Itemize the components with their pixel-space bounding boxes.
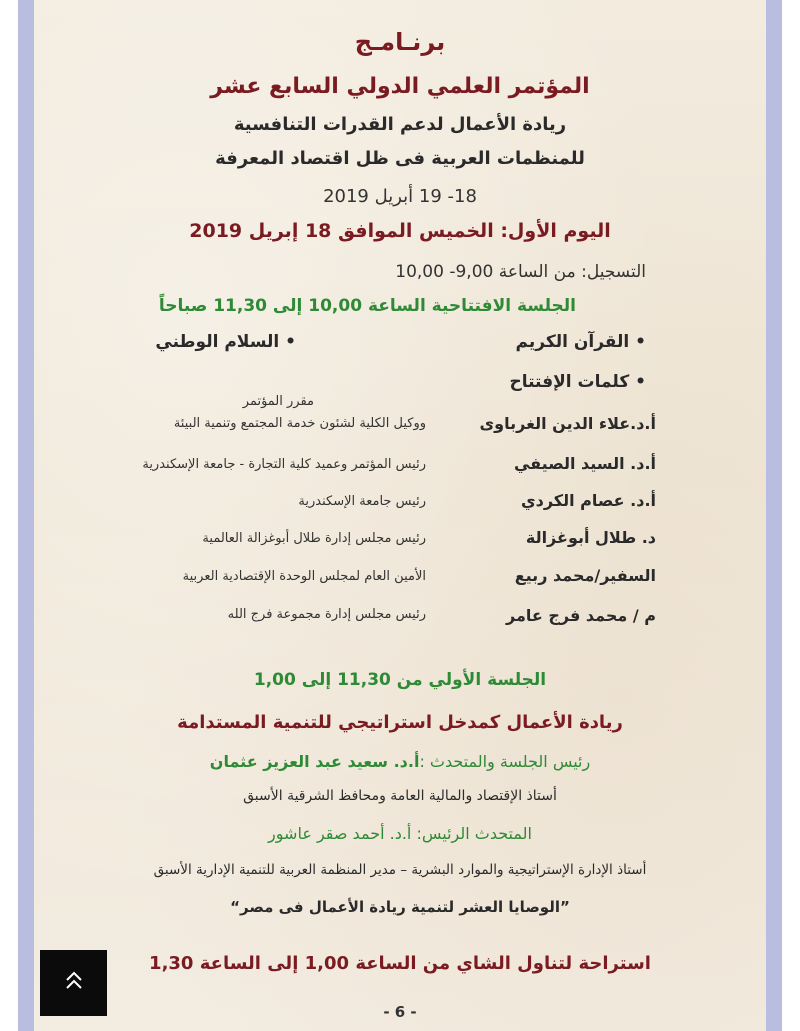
program-heading: برنـامـج <box>354 28 446 56</box>
speaker-role: رئيس المؤتمر وعميد كلية التجارة - جامعة الإسكندرية <box>142 457 426 472</box>
speaker-role: رئيس مجلس إدارة مجموعة فرج الله <box>227 607 426 622</box>
speaker-role: رئيس مجلس إدارة طلال أبوغزالة العالمية <box>202 531 426 546</box>
agenda-item-opening-words: • كلمات الإفتتاح <box>509 372 646 392</box>
page-number: - 6 - <box>383 1003 417 1021</box>
conference-theme-line2: للمنظمات العربية فى ظل اقتصاد المعرفة <box>215 148 585 169</box>
speaker-name: أ.د.علاء الدين الغرباوى <box>479 414 656 433</box>
session1-chair <box>34 752 766 771</box>
conference-dates: 18- 19 أبريل 2019 <box>323 186 477 207</box>
conference-theme-line1: ريادة الأعمال لدعم القدرات التنافسية <box>233 114 567 135</box>
session1-speaker-name: أ.د. أحمد صقر عاشور <box>268 824 412 843</box>
session1-speaker <box>34 824 766 843</box>
conference-title: المؤتمر العلمي الدولي السابع عشر <box>210 74 590 99</box>
speaker-role: رئيس جامعة الإسكندرية <box>298 494 426 509</box>
chevron-double-up-icon <box>64 970 84 996</box>
session1-speaker-role: أستاذ الإدارة الإستراتيجية والموارد البشرية – مدير المنظمة العربية للتنمية الإدارية الأسبق <box>153 862 647 878</box>
speaker-role: ووكيل الكلية لشئون خدمة المجتمع وتنمية البيئة <box>173 416 426 431</box>
session1-chair-label: رئيس الجلسة والمتحدث : <box>419 752 591 771</box>
speaker-role-line1: مقرر المؤتمر <box>242 394 314 409</box>
speaker-name: السفير/محمد ربيع <box>514 566 656 585</box>
program-page <box>34 0 766 1031</box>
session1-chair-role: أستاذ الإقتصاد والمالية العامة ومحافظ الشرقية الأسبق <box>243 788 557 804</box>
scroll-to-top-button[interactable] <box>40 950 107 1016</box>
tea-break: استراحة لتناول الشاي من الساعة 1,00 إلى الساعة 1,30 <box>149 953 651 974</box>
speaker-name: أ.د. عصام الكردي <box>520 491 656 510</box>
session1-speaker-label: المتحدث الرئيس: <box>411 824 532 843</box>
session1-chair-name: أ.د. سعيد عبد العزيز عثمان <box>209 752 420 771</box>
session1-title: ريادة الأعمال كمدخل استراتيجي للتنمية المستدامة <box>177 712 623 733</box>
registration-time: التسجيل: من الساعة 9,00- 10,00 <box>395 262 646 282</box>
agenda-item-anthem: • السلام الوطني <box>155 332 296 352</box>
speaker-role: الأمين العام لمجلس الوحدة الإقتصادية العربية <box>182 569 426 584</box>
day-one-heading: اليوم الأول: الخميس الموافق 18 إبريل 2019 <box>189 220 611 242</box>
session1-talk-title: ”الوصايا العشر لتنمية ريادة الأعمال فى مصر“ <box>230 898 570 916</box>
speaker-name: م / محمد فرج عامر <box>505 606 656 625</box>
speaker-name: أ.د. السيد الصيفي <box>513 454 656 473</box>
opening-session-time: الجلسة الافتتاحية الساعة 10,00 إلى 11,30 صباحاً <box>158 296 576 316</box>
agenda-item-quran: • القرآن الكريم <box>515 332 646 352</box>
speaker-name: د. طلال أبوغزالة <box>525 528 656 547</box>
session1-time: الجلسة الأولي من 11,30 إلى 1,00 <box>253 670 547 690</box>
